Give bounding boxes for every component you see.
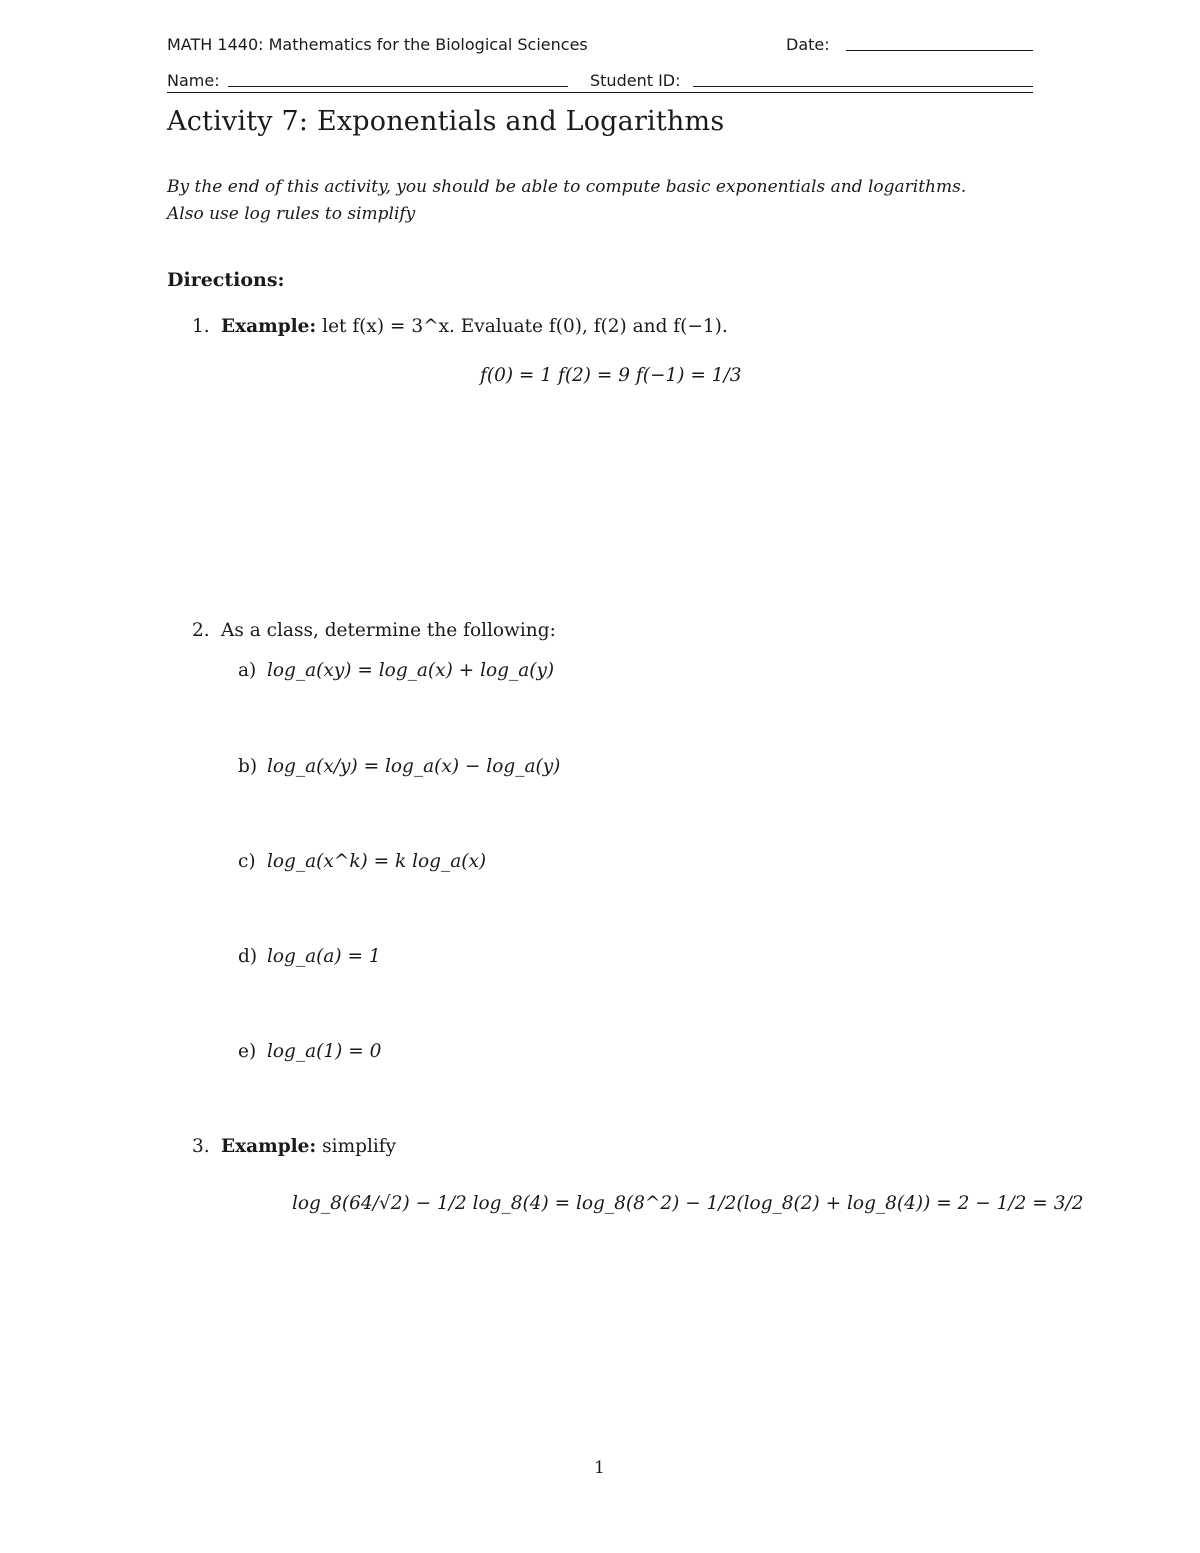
part-c-label: c) [238,851,256,872]
page-title: Activity 7: Exponentials and Logarithms [167,106,725,137]
item-2-number: 2. [192,620,210,641]
item-3-statement [221,1136,396,1157]
name-label: Name: [167,71,220,90]
item-1-statement [221,316,728,337]
part-d-label: d) [238,946,258,967]
part-e-expr: log_a(1) = 0 [267,1041,382,1062]
item-3-text: simplify [322,1136,397,1157]
part-d-expr: log_a(a) = 1 [267,946,381,967]
directions-heading: Directions: [167,269,285,291]
item-2-text: As a class, determine the following: [221,620,556,641]
part-a-expr: log_a(xy) = log_a(x) + log_a(y) [267,660,555,681]
item-3-number: 3. [192,1136,210,1157]
page-number: 1 [594,1458,605,1478]
student-id-label: Student ID: [590,71,681,90]
name-blank [228,86,568,87]
item-1-answer: f(0) = 1 f(2) = 9 f(−1) = 1/3 [480,365,742,386]
item-1-text: let f(x) = 3^x. Evaluate f(0), f(2) and f(−1). [322,316,728,337]
item-3-bold: Example: [221,1136,317,1157]
course-title: MATH 1440: Mathematics for the Biological Sciences [167,35,588,54]
header-rule [167,92,1033,93]
part-e-label: e) [238,1041,257,1062]
part-b-expr: log_a(x/y) = log_a(x) − log_a(y) [267,756,561,777]
part-c-expr: log_a(x^k) = k log_a(x) [267,851,487,872]
intro-line-1: By the end of this activity, you should be able to compute basic exponentials and logarithms. [167,177,967,197]
item-1-number: 1. [192,316,210,337]
item-1-bold: Example: [221,316,317,337]
date-blank [846,50,1033,51]
part-a-label: a) [238,660,257,681]
item-3-equation: log_8(64/√2) − 1/2 log_8(4) = log_8(8^2) − 1/2(log_8(2) + log_8(4)) = 2 − 1/2 = 3/2 [292,1193,1084,1214]
date-label: Date: [786,35,830,54]
intro-line-2: Also use log rules to simplify [167,204,416,224]
student-id-blank [693,86,1033,87]
part-b-label: b) [238,756,258,777]
